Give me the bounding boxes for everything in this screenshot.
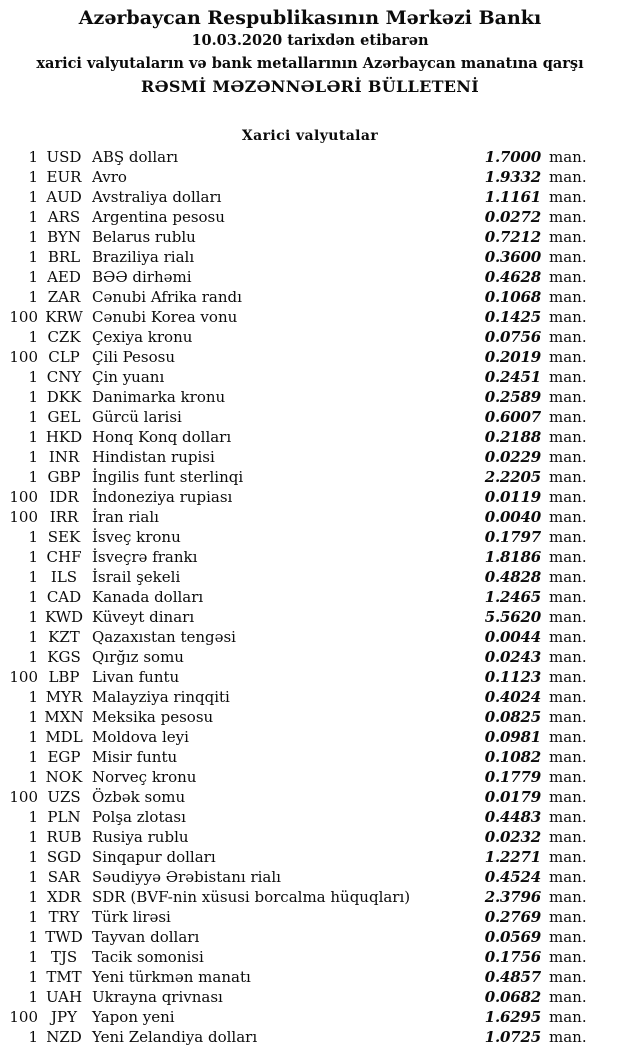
quantity-cell: 1: [28, 268, 38, 286]
quantity-cell: 1: [28, 148, 38, 166]
currency-name-cell: Honq Konq dolları: [92, 428, 232, 446]
currency-name-cell: Argentina pesosu: [92, 208, 225, 226]
unit-cell: man.: [549, 468, 587, 486]
table-row: [0, 247, 587, 267]
currency-code-cell: HKD: [45, 428, 83, 446]
currency-name-cell: Meksika pesosu: [92, 708, 214, 726]
unit-cell: man.: [549, 808, 587, 826]
quantity-cell: 1: [28, 208, 38, 226]
rate-value-cell: 0.4524: [484, 868, 541, 886]
table-row: [0, 667, 587, 687]
currency-code-cell: CNY: [46, 368, 82, 386]
currency-code-cell: MXN: [44, 708, 84, 726]
currency-code-cell: CHF: [46, 548, 82, 566]
currency-code-cell: TRY: [48, 908, 80, 926]
table-row: [0, 847, 587, 867]
unit-cell: man.: [549, 888, 587, 906]
table-row: [0, 887, 587, 907]
rate-value-cell: 5.5620: [484, 608, 541, 626]
currency-code-cell: PLN: [47, 808, 81, 826]
quantity-cell: 1: [28, 528, 38, 546]
currency-name-cell: Gürcü larisi: [92, 408, 182, 426]
currency-name-cell: ABŞ dolları: [92, 148, 179, 166]
currency-name-cell: Misir funtu: [92, 748, 178, 766]
currency-code-cell: TJS: [50, 948, 78, 966]
table-row: [0, 467, 587, 487]
table-row: [0, 587, 587, 607]
currency-code-cell: UAH: [45, 988, 83, 1006]
currency-code-cell: IRR: [49, 508, 79, 526]
rate-value-cell: 0.1797: [484, 528, 541, 546]
quantity-cell: 1: [28, 868, 38, 886]
currency-code-cell: NOK: [45, 768, 83, 786]
currency-code-cell: XDR: [47, 888, 81, 906]
quantity-cell: 1: [28, 228, 38, 246]
unit-cell: man.: [549, 568, 587, 586]
quantity-cell: 1: [28, 988, 38, 1006]
quantity-cell: 100: [9, 348, 38, 366]
rate-value-cell: 0.0756: [484, 328, 541, 346]
unit-cell: man.: [549, 848, 587, 866]
rate-value-cell: 0.0119: [484, 488, 541, 506]
unit-cell: man.: [549, 228, 587, 246]
rate-value-cell: 0.1779: [484, 768, 541, 786]
table-row: [0, 507, 587, 527]
currency-name-cell: Polşa zlotası: [92, 808, 186, 826]
unit-cell: man.: [549, 868, 587, 886]
currency-code-cell: ARS: [47, 208, 81, 226]
currency-code-cell: EUR: [46, 168, 82, 186]
rate-value-cell: 1.6295: [484, 1008, 541, 1026]
rate-value-cell: 0.4828: [484, 568, 541, 586]
unit-cell: man.: [549, 508, 587, 526]
table-row: [0, 447, 587, 467]
rate-value-cell: 0.7212: [484, 228, 541, 246]
rate-value-cell: 0.2589: [484, 388, 541, 406]
unit-cell: man.: [549, 648, 587, 666]
currency-code-cell: AED: [47, 268, 81, 286]
rate-value-cell: 0.0243: [484, 648, 541, 666]
currency-code-cell: GEL: [47, 408, 81, 426]
quantity-cell: 1: [28, 648, 38, 666]
currency-name-cell: Çin yuanı: [92, 368, 165, 386]
currency-code-cell: SAR: [47, 868, 81, 886]
table-row: [0, 907, 587, 927]
rate-value-cell: 0.1082: [484, 748, 541, 766]
quantity-cell: 1: [28, 388, 38, 406]
quantity-cell: 1: [28, 948, 38, 966]
unit-cell: man.: [549, 688, 587, 706]
currency-code-cell: SGD: [46, 848, 82, 866]
unit-cell: man.: [549, 628, 587, 646]
quantity-cell: 1: [28, 708, 38, 726]
rate-value-cell: 1.9332: [484, 168, 541, 186]
currency-code-cell: MDL: [45, 728, 83, 746]
currency-name-cell: Yeni türkmən manatı: [92, 968, 251, 986]
table-row: [0, 967, 587, 987]
rate-value-cell: 0.2188: [484, 428, 541, 446]
currency-name-cell: BƏƏ dirhəmi: [92, 268, 192, 286]
table-row: [0, 747, 587, 767]
table-row: [0, 707, 587, 727]
currency-code-cell: IDR: [49, 488, 79, 506]
currency-code-cell: ILS: [50, 568, 78, 586]
quantity-cell: 1: [28, 328, 38, 346]
table-row: [0, 207, 587, 227]
currency-name-cell: Ukrayna qrivnası: [92, 988, 223, 1006]
rate-value-cell: 0.4024: [484, 688, 541, 706]
table-row: [0, 987, 587, 1007]
quantity-cell: 1: [28, 808, 38, 826]
rate-value-cell: 0.0682: [484, 988, 541, 1006]
unit-cell: man.: [549, 928, 587, 946]
unit-cell: man.: [549, 728, 587, 746]
unit-cell: man.: [549, 308, 587, 326]
unit-cell: man.: [549, 388, 587, 406]
quantity-cell: 1: [28, 248, 38, 266]
currency-name-cell: Türk lirəsi: [92, 908, 171, 926]
quantity-cell: 1: [28, 908, 38, 926]
unit-cell: man.: [549, 428, 587, 446]
rate-value-cell: 0.4857: [484, 968, 541, 986]
rate-value-cell: 0.0569: [484, 928, 541, 946]
rate-value-cell: 2.2205: [484, 468, 541, 486]
currency-name-cell: Avro: [92, 168, 127, 186]
currency-code-cell: SEK: [47, 528, 81, 546]
table-row: [0, 307, 587, 327]
rate-value-cell: 0.0179: [484, 788, 541, 806]
currency-name-cell: Tacik somonisi: [92, 948, 204, 966]
rate-value-cell: 1.2465: [484, 588, 541, 606]
rate-value-cell: 0.0232: [484, 828, 541, 846]
currency-code-cell: BRL: [47, 248, 81, 266]
unit-cell: man.: [549, 328, 587, 346]
rate-value-cell: 0.4628: [484, 268, 541, 286]
unit-cell: man.: [549, 528, 587, 546]
table-row: [0, 647, 587, 667]
table-row: [0, 427, 587, 447]
unit-cell: man.: [549, 968, 587, 986]
currency-name-cell: Rusiya rublu: [92, 828, 189, 846]
unit-cell: man.: [549, 948, 587, 966]
currency-code-cell: CZK: [47, 328, 81, 346]
rate-value-cell: 0.0040: [484, 508, 541, 526]
currency-code-cell: BYN: [47, 228, 81, 246]
currency-name-cell: Küveyt dinarı: [92, 608, 195, 626]
currency-name-cell: Cənubi Afrika randı: [92, 288, 242, 306]
table-row: [0, 767, 587, 787]
table-row: [0, 867, 587, 887]
quantity-cell: 100: [9, 668, 38, 686]
currency-code-cell: KWD: [44, 608, 84, 626]
currency-name-cell: İsveç kronu: [92, 528, 181, 546]
effective-date-line: 10.03.2020 tarixdən etibarən: [191, 32, 429, 49]
section-title-foreign-currencies: Xarici valyutalar: [241, 128, 379, 144]
unit-cell: man.: [549, 448, 587, 466]
quantity-cell: 1: [28, 968, 38, 986]
currency-code-cell: MYR: [45, 688, 83, 706]
quantity-cell: 100: [9, 788, 38, 806]
currency-code-cell: INR: [48, 448, 80, 466]
rate-value-cell: 0.1068: [484, 288, 541, 306]
currency-name-cell: Avstraliya dolları: [92, 188, 222, 206]
unit-cell: man.: [549, 188, 587, 206]
currency-name-cell: İngilis funt sterlinqi: [92, 468, 244, 486]
unit-cell: man.: [549, 708, 587, 726]
rate-value-cell: 0.1123: [484, 668, 541, 686]
currency-name-cell: Malayziya rinqqiti: [92, 688, 230, 706]
quantity-cell: 1: [28, 848, 38, 866]
table-row: [0, 727, 587, 747]
unit-cell: man.: [549, 148, 587, 166]
rate-value-cell: 1.0725: [484, 1028, 541, 1046]
quantity-cell: 1: [28, 728, 38, 746]
unit-cell: man.: [549, 608, 587, 626]
rates-table: [0, 147, 620, 1047]
currency-name-cell: Yapon yeni: [92, 1008, 175, 1026]
quantity-cell: 100: [9, 488, 38, 506]
quantity-cell: 1: [28, 448, 38, 466]
table-row: [0, 227, 587, 247]
currency-code-cell: CLP: [48, 348, 80, 366]
currency-code-cell: KZT: [48, 628, 80, 646]
currency-name-cell: İndoneziya rupiası: [92, 488, 233, 506]
table-row: [0, 367, 587, 387]
currency-name-cell: İran rialı: [92, 508, 159, 526]
quantity-cell: 1: [28, 588, 38, 606]
currency-name-cell: Sinqapur dolları: [92, 848, 216, 866]
currency-code-cell: NZD: [46, 1028, 82, 1046]
rate-value-cell: 0.0981: [484, 728, 541, 746]
table-row: [0, 147, 587, 167]
subtitle-line: xarici valyutaların və bank metallarının Azərbaycan manatına qarşı: [36, 55, 584, 72]
currency-name-cell: Tayvan dolları: [92, 928, 200, 946]
table-row: [0, 167, 587, 187]
bank-name-title: Azərbaycan Respublikasının Mərkəzi Bankı: [78, 7, 542, 29]
quantity-cell: 1: [28, 188, 38, 206]
currency-code-cell: UZS: [47, 788, 81, 806]
table-row: [0, 1007, 587, 1027]
rate-value-cell: 0.1756: [484, 948, 541, 966]
unit-cell: man.: [549, 588, 587, 606]
currency-name-cell: Çili Pesosu: [92, 348, 176, 366]
currency-code-cell: TWD: [45, 928, 83, 946]
unit-cell: man.: [549, 548, 587, 566]
rate-value-cell: 1.8186: [484, 548, 541, 566]
currency-name-cell: Qazaxıstan tengəsi: [92, 628, 236, 646]
rate-value-cell: 0.0825: [484, 708, 541, 726]
unit-cell: man.: [549, 1008, 587, 1026]
table-row: [0, 1027, 587, 1047]
rate-value-cell: 2.3796: [484, 888, 541, 906]
rate-value-cell: 0.2451: [484, 368, 541, 386]
currency-code-cell: KRW: [45, 308, 83, 326]
currency-name-cell: Özbək somu: [92, 788, 186, 806]
currency-name-cell: Çexiya kronu: [92, 328, 193, 346]
table-row: [0, 387, 587, 407]
table-row: [0, 547, 587, 567]
quantity-cell: 1: [28, 628, 38, 646]
currency-name-cell: Yeni Zelandiya dolları: [92, 1028, 258, 1046]
currency-name-cell: Kanada dolları: [92, 588, 204, 606]
currency-code-cell: DKK: [46, 388, 82, 406]
unit-cell: man.: [549, 768, 587, 786]
table-row: [0, 267, 587, 287]
currency-code-cell: TMT: [46, 968, 82, 986]
quantity-cell: 1: [28, 768, 38, 786]
table-row: [0, 527, 587, 547]
unit-cell: man.: [549, 168, 587, 186]
currency-code-cell: RUB: [46, 828, 82, 846]
quantity-cell: 1: [28, 468, 38, 486]
table-row: [0, 947, 587, 967]
bulletin-title: RƏSMİ MƏZƏNNƏLƏRİ BÜLLETENİ: [140, 77, 480, 96]
table-row: [0, 487, 587, 507]
rate-value-cell: 0.4483: [484, 808, 541, 826]
unit-cell: man.: [549, 828, 587, 846]
quantity-cell: 1: [28, 168, 38, 186]
quantity-cell: 1: [28, 928, 38, 946]
rate-value-cell: 0.2769: [484, 908, 541, 926]
table-row: [0, 627, 587, 647]
quantity-cell: 1: [28, 608, 38, 626]
currency-code-cell: JPY: [50, 1008, 77, 1026]
table-row: [0, 287, 587, 307]
rate-value-cell: 0.0229: [484, 448, 541, 466]
currency-code-cell: KGS: [47, 648, 81, 666]
rate-value-cell: 1.1161: [484, 188, 541, 206]
rate-value-cell: 0.0272: [484, 208, 541, 226]
currency-name-cell: Qırğız somu: [92, 648, 184, 666]
quantity-cell: 1: [28, 688, 38, 706]
quantity-cell: 1: [28, 288, 38, 306]
currency-name-cell: Moldova leyi: [92, 728, 189, 746]
table-row: [0, 687, 587, 707]
table-row: [0, 787, 587, 807]
unit-cell: man.: [549, 668, 587, 686]
unit-cell: man.: [549, 748, 587, 766]
quantity-cell: 100: [9, 308, 38, 326]
currency-code-cell: LBP: [48, 668, 80, 686]
quantity-cell: 1: [28, 828, 38, 846]
table-row: [0, 567, 587, 587]
unit-cell: man.: [549, 348, 587, 366]
table-row: [0, 827, 587, 847]
quantity-cell: 1: [28, 888, 38, 906]
currency-name-cell: SDR (BVF-nin xüsusi borcalma hüquqları): [92, 888, 411, 906]
rate-value-cell: 0.3600: [484, 248, 541, 266]
quantity-cell: 100: [9, 1008, 38, 1026]
currency-code-cell: USD: [46, 148, 82, 166]
currency-name-cell: Danimarka kronu: [92, 388, 226, 406]
table-row: [0, 607, 587, 627]
table-row: [0, 327, 587, 347]
rate-value-cell: 0.6007: [484, 408, 541, 426]
quantity-cell: 1: [28, 748, 38, 766]
rate-value-cell: 1.2271: [484, 848, 541, 866]
currency-name-cell: Hindistan rupisi: [92, 448, 215, 466]
unit-cell: man.: [549, 488, 587, 506]
rate-value-cell: 1.7000: [484, 148, 541, 166]
table-row: [0, 807, 587, 827]
currency-code-cell: GBP: [47, 468, 81, 486]
rate-value-cell: 0.2019: [484, 348, 541, 366]
unit-cell: man.: [549, 208, 587, 226]
unit-cell: man.: [549, 788, 587, 806]
quantity-cell: 1: [28, 368, 38, 386]
unit-cell: man.: [549, 988, 587, 1006]
unit-cell: man.: [549, 408, 587, 426]
currency-code-cell: EGP: [47, 748, 81, 766]
unit-cell: man.: [549, 248, 587, 266]
rate-value-cell: 0.1425: [484, 308, 541, 326]
currency-name-cell: İsveçrə frankı: [92, 548, 198, 566]
quantity-cell: 1: [28, 428, 38, 446]
unit-cell: man.: [549, 908, 587, 926]
currency-code-cell: CAD: [46, 588, 82, 606]
quantity-cell: 1: [28, 548, 38, 566]
currency-name-cell: Norveç kronu: [92, 768, 197, 786]
rate-value-cell: 0.0044: [484, 628, 541, 646]
unit-cell: man.: [549, 288, 587, 306]
table-row: [0, 187, 587, 207]
quantity-cell: 1: [28, 568, 38, 586]
unit-cell: man.: [549, 368, 587, 386]
table-row: [0, 927, 587, 947]
unit-cell: man.: [549, 268, 587, 286]
table-row: [0, 347, 587, 367]
currency-code-cell: AUD: [46, 188, 82, 206]
unit-cell: man.: [549, 1028, 587, 1046]
currency-code-cell: ZAR: [47, 288, 81, 306]
currency-name-cell: Cənubi Korea vonu: [92, 308, 238, 326]
currency-name-cell: Livan funtu: [92, 668, 180, 686]
document-header: [0, 6, 620, 98]
quantity-cell: 1: [28, 1028, 38, 1046]
currency-name-cell: Belarus rublu: [92, 228, 196, 246]
currency-name-cell: Braziliya rialı: [92, 248, 195, 266]
currency-name-cell: Səudiyyə Ərəbistanı rialı: [92, 868, 281, 886]
quantity-cell: 1: [28, 408, 38, 426]
quantity-cell: 100: [9, 508, 38, 526]
table-row: [0, 407, 587, 427]
currency-name-cell: İsrail şekeli: [92, 568, 181, 586]
